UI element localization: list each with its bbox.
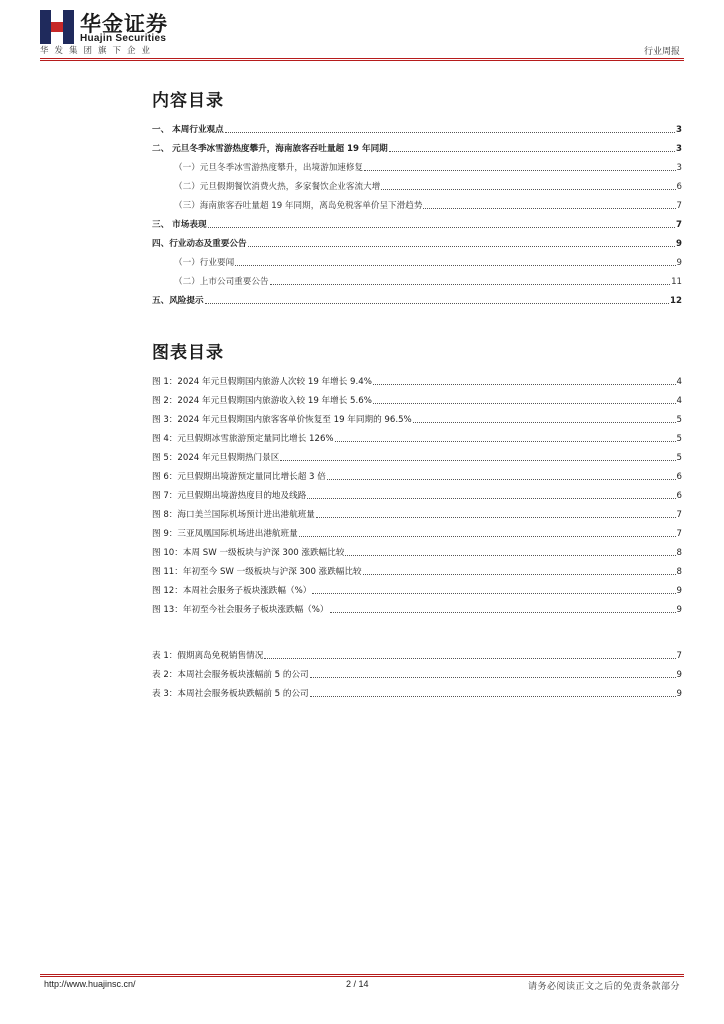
figure-entry-page-number: 5 xyxy=(676,453,682,463)
contents-entry[interactable] xyxy=(152,193,682,212)
dot-leader xyxy=(345,555,675,556)
contents-entry[interactable] xyxy=(152,288,682,307)
figure-entry[interactable] xyxy=(152,502,682,521)
figure-entry-title: 图 3：2024 年元旦假期国内旅客客单价恢复至 19 年同期的 96.5% xyxy=(152,415,412,425)
table-entry-page-number: 7 xyxy=(676,651,682,661)
contents-entry-title: （一）元旦冬季冰雪游热度攀升，出境游加速修复 xyxy=(174,163,364,173)
dot-leader xyxy=(373,384,676,385)
contents-entry-page-number: 9 xyxy=(676,258,682,268)
figure-entry-page-number: 7 xyxy=(676,510,682,520)
footer-disclaimer: 请务必阅读正文之后的免责条款部分 xyxy=(527,982,680,992)
figure-entry-title: 图 13：年初至今社会服务子板块涨跌幅（%） xyxy=(152,605,329,615)
contents-entry-page-number: 3 xyxy=(676,144,682,154)
dot-leader xyxy=(381,189,675,190)
contents-entry[interactable] xyxy=(152,155,682,174)
figure-entry-title: 图 8：海口美兰国际机场预计进出港航班量 xyxy=(152,510,315,520)
table-entry[interactable] xyxy=(152,662,682,681)
figure-entry-page-number: 7 xyxy=(676,529,682,539)
dot-leader xyxy=(316,517,676,518)
figure-entry-page-number: 5 xyxy=(676,415,682,425)
figure-entry-page-number: 6 xyxy=(676,491,682,501)
figure-entry-page-number: 5 xyxy=(676,434,682,444)
dot-leader xyxy=(205,303,669,304)
contents-entry[interactable] xyxy=(152,250,682,269)
dot-leader xyxy=(280,460,675,461)
table-entry-page-number: 9 xyxy=(676,670,682,680)
contents-entry-title: 五、风险提示 xyxy=(152,296,204,306)
dot-leader xyxy=(310,677,676,678)
contents-entry[interactable] xyxy=(152,269,682,288)
figure-entry-page-number: 9 xyxy=(676,586,682,596)
dot-leader xyxy=(299,536,676,537)
figure-entry[interactable] xyxy=(152,483,682,502)
brand-name-en: Huajin Securities xyxy=(80,33,167,44)
contents-entry[interactable] xyxy=(152,136,682,155)
dot-leader xyxy=(335,441,676,442)
figure-entry[interactable] xyxy=(152,388,682,407)
dot-leader xyxy=(364,170,675,171)
dot-leader xyxy=(248,246,675,247)
table-entry[interactable] xyxy=(152,643,682,662)
brand-subtitle: 华发集团旗下企业 xyxy=(40,46,157,56)
dot-leader xyxy=(373,403,676,404)
contents-entry-title: 二、 元旦冬季冰雪游热度攀升，海南旅客吞吐量超 19 年同期 xyxy=(152,144,388,154)
figure-entry-title: 图 12：本周社会服务子板块涨跌幅（%） xyxy=(152,586,312,596)
dot-leader xyxy=(327,479,676,480)
footer-divider-secondary xyxy=(40,976,684,977)
figure-entry-page-number: 8 xyxy=(676,548,682,558)
dot-leader xyxy=(423,208,675,209)
figure-entry-title: 图 1：2024 年元旦假期国内旅游人次较 19 年增长 9.4% xyxy=(152,377,372,387)
contents-entry-title: 一、 本周行业观点 xyxy=(152,125,224,135)
contents-list xyxy=(152,117,682,307)
huajin-logo xyxy=(40,10,74,44)
dot-leader xyxy=(310,696,676,697)
figure-entry[interactable] xyxy=(152,540,682,559)
contents-entry-title: （一）行业要闻 xyxy=(174,258,235,268)
table-entry-page-number: 9 xyxy=(676,689,682,699)
dot-leader xyxy=(208,227,675,228)
figures-list xyxy=(152,369,682,616)
figure-entry-title: 图 10：本周 SW 一级板块与沪深 300 涨跌幅比较 xyxy=(152,548,345,558)
brand-name-cn: 华金证券 xyxy=(80,12,168,36)
contents-entry-title: （二）元旦假期餐饮消费火热，多家餐饮企业客流大增 xyxy=(174,182,381,192)
header-divider xyxy=(40,58,684,59)
contents-entry-title: 三、 市场表现 xyxy=(152,220,207,230)
contents-entry[interactable] xyxy=(152,212,682,231)
contents-entry-title: 四、行业动态及重要公告 xyxy=(152,239,247,249)
figure-entry-title: 图 11：年初至今 SW 一级板块与沪深 300 涨跌幅比较 xyxy=(152,567,362,577)
figure-entry[interactable] xyxy=(152,578,682,597)
table-entry-title: 表 3：本周社会服务板块跌幅前 5 的公司 xyxy=(152,689,309,699)
figure-entry-page-number: 4 xyxy=(676,377,682,387)
figure-entry-title: 图 7：元旦假期出境游热度目的地及线路 xyxy=(152,491,307,501)
dot-leader xyxy=(363,574,676,575)
footer-divider xyxy=(40,974,684,975)
dot-leader xyxy=(270,284,671,285)
figure-entry-title: 图 9：三亚凤凰国际机场进出港航班量 xyxy=(152,529,298,539)
figure-entry[interactable] xyxy=(152,559,682,578)
contents-entry-title: （二）上市公司重要公告 xyxy=(174,277,269,287)
contents-entry-title: （三）海南旅客吞吐量超 19 年同期，离岛免税客单价呈下滑趋势 xyxy=(174,201,423,211)
contents-entry[interactable] xyxy=(152,117,682,136)
figure-entry[interactable] xyxy=(152,426,682,445)
table-entry-title: 表 1：假期离岛免税销售情况 xyxy=(152,651,264,661)
table-entry[interactable] xyxy=(152,681,682,700)
dot-leader xyxy=(264,658,675,659)
contents-entry-page-number: 9 xyxy=(676,239,682,249)
header-divider-secondary xyxy=(40,60,684,61)
contents-entry[interactable] xyxy=(152,231,682,250)
page-indicator: 2 / 14 xyxy=(346,979,369,989)
contents-entry-page-number: 12 xyxy=(670,296,682,306)
tables-list xyxy=(152,643,682,700)
table-entry-title: 表 2：本周社会服务板块涨幅前 5 的公司 xyxy=(152,670,309,680)
contents-entry-page-number: 3 xyxy=(676,125,682,135)
contents-entry-page-number: 11 xyxy=(671,277,682,287)
contents-title: 内容目录 xyxy=(152,91,224,111)
figure-entry-title: 图 5：2024 年元旦假期热门景区 xyxy=(152,453,280,463)
dot-leader xyxy=(312,593,675,594)
dot-leader xyxy=(330,612,676,613)
contents-entry[interactable] xyxy=(152,174,682,193)
footer-url-link[interactable]: http://www.huajinsc.cn/ xyxy=(44,979,136,989)
contents-entry-page-number: 7 xyxy=(676,220,682,230)
figure-entry[interactable] xyxy=(152,597,682,616)
figure-entry-title: 图 6：元旦假期出境游预定量同比增长超 3 倍 xyxy=(152,472,326,482)
dot-leader xyxy=(307,498,675,499)
figure-entry[interactable] xyxy=(152,407,682,426)
figure-entry-page-number: 4 xyxy=(676,396,682,406)
dot-leader xyxy=(235,265,675,266)
contents-entry-page-number: 7 xyxy=(676,201,682,211)
figure-entry-page-number: 6 xyxy=(676,472,682,482)
figure-entry[interactable] xyxy=(152,464,682,483)
figures-title: 图表目录 xyxy=(152,343,224,363)
report-type-label: 行业周报 xyxy=(643,47,680,57)
dot-leader xyxy=(225,132,675,133)
figure-entry-title: 图 2：2024 年元旦假期国内旅游收入较 19 年增长 5.6% xyxy=(152,396,372,406)
figure-entry[interactable] xyxy=(152,445,682,464)
dot-leader xyxy=(413,422,676,423)
figure-entry[interactable] xyxy=(152,521,682,540)
contents-entry-page-number: 3 xyxy=(676,163,682,173)
contents-entry-page-number: 6 xyxy=(676,182,682,192)
figure-entry-page-number: 9 xyxy=(676,605,682,615)
figure-entry[interactable] xyxy=(152,369,682,388)
figure-entry-title: 图 4：元旦假期冰雪旅游预定量同比增长 126% xyxy=(152,434,334,444)
dot-leader xyxy=(389,151,675,152)
figure-entry-page-number: 8 xyxy=(676,567,682,577)
